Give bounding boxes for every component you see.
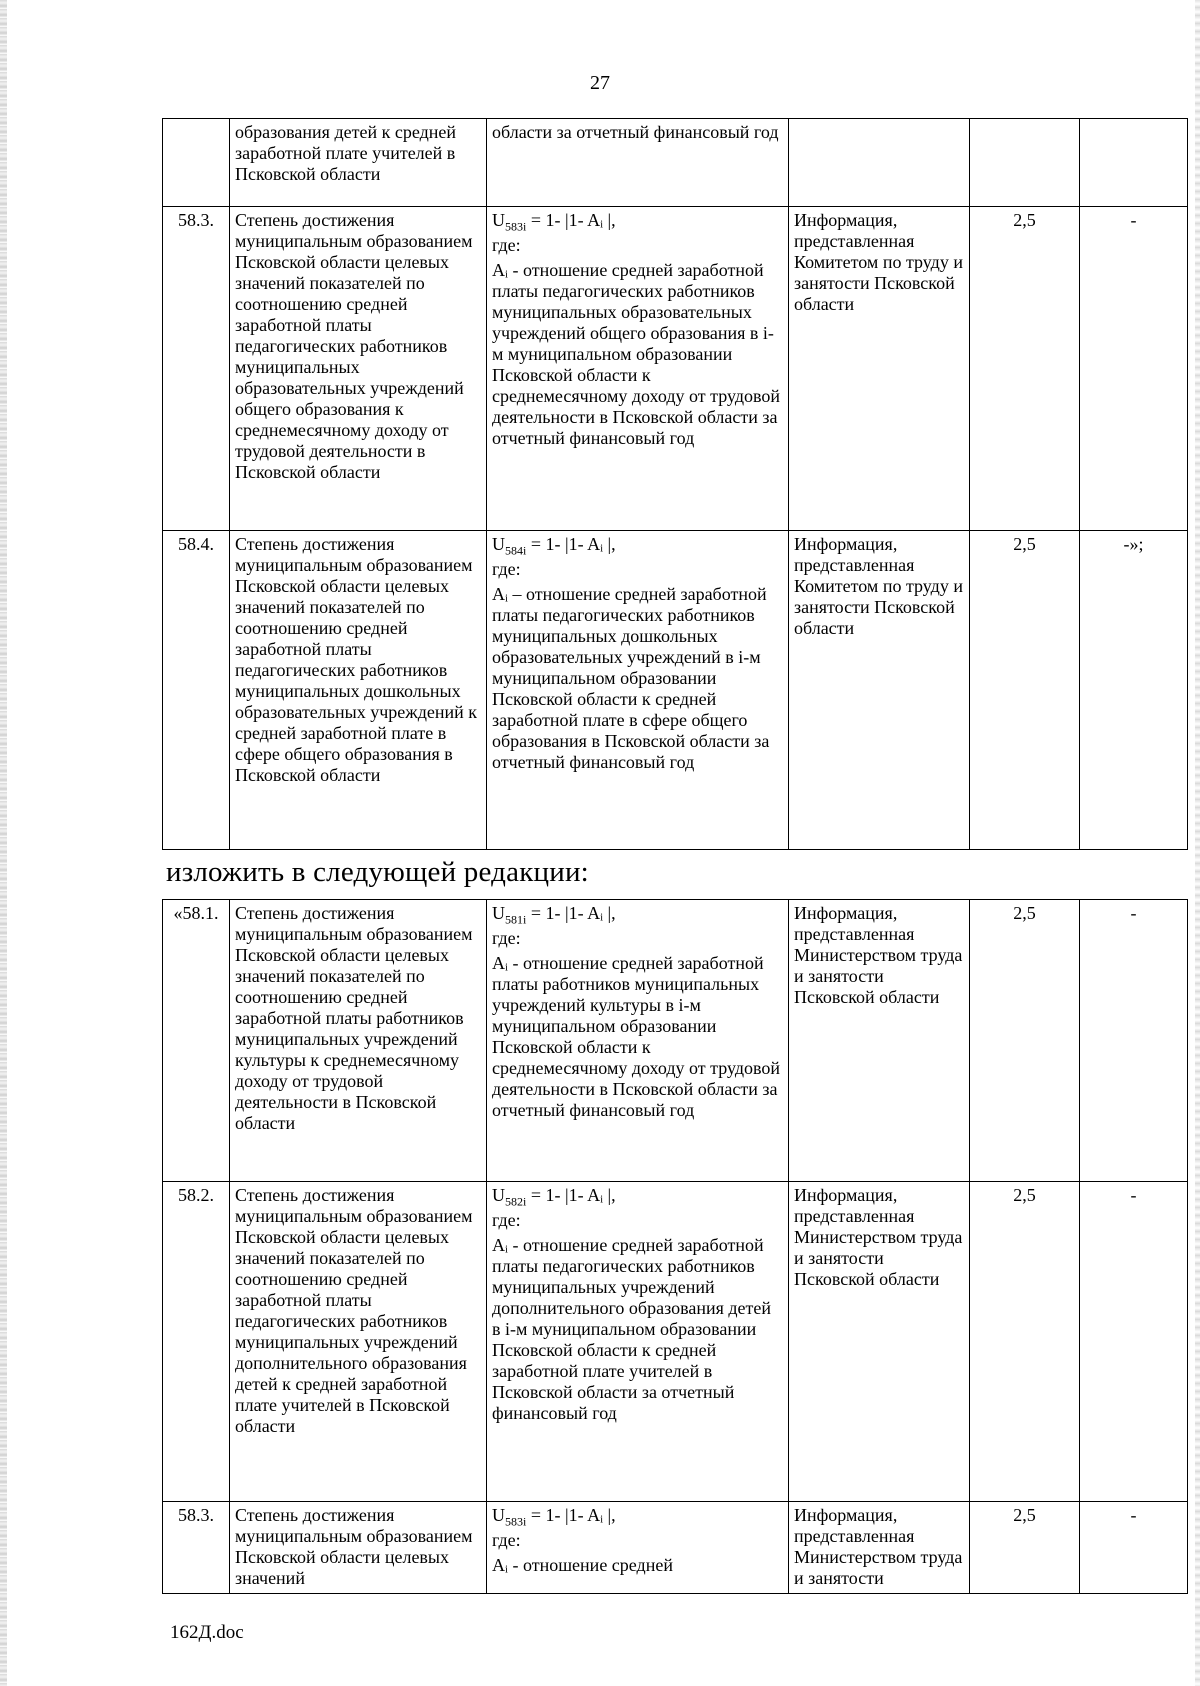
formula-suffix: = 1- |1- Aᵢ |,: [526, 903, 616, 923]
formula-cell: [487, 1502, 789, 1594]
formula-cell: [487, 207, 789, 531]
note-cell: -: [1080, 1182, 1188, 1502]
note-cell: -»;: [1080, 531, 1188, 850]
table-row: [163, 531, 1188, 850]
row-number: 58.4.: [163, 531, 230, 850]
scan-edge-right: [1195, 0, 1200, 1686]
weight-cell: 2,5: [970, 1182, 1080, 1502]
source-cell: Информация, представленная Министерством труда и занятости: [789, 1502, 970, 1594]
formula-subscript: 581i: [505, 912, 527, 927]
note-cell: -: [1080, 1502, 1188, 1594]
row-number: [163, 119, 230, 207]
new-indicators-table: [162, 899, 1188, 1594]
formula-definition: области за отчетный финансовый год: [492, 122, 779, 142]
weight-cell: 2,5: [970, 207, 1080, 531]
table-row: [163, 1502, 1188, 1594]
formula-where: где:: [492, 559, 521, 579]
weight-cell: [970, 119, 1080, 207]
formula-cell: [487, 531, 789, 850]
formula-definition: Aᵢ - отношение средней заработной платы работников муниципальных учреждений культуры в i-м муниципальном образовании Псковской области к среднемесячному доходу от трудовой деятельности в Псковской области за отчетный финансовый год: [492, 953, 781, 1120]
old-indicators-table: [162, 118, 1188, 850]
formula-suffix: = 1- |1- Aᵢ |,: [526, 210, 616, 230]
indicator-name: Степень достижения муниципальным образованием Псковской области целевых значений показателей по соотношению средней заработной платы работников муниципальных учреждений культуры к среднемесячному доходу от трудовой деятельности в Псковской области: [230, 900, 487, 1182]
section-heading: изложить в следующей редакции:: [166, 856, 589, 888]
source-cell: Информация, представленная Министерством труда и занятости Псковской области: [789, 1182, 970, 1502]
formula-suffix: = 1- |1- Aᵢ |,: [526, 534, 616, 554]
indicator-name: Степень достижения муниципальным образованием Псковской области целевых значений: [230, 1502, 487, 1594]
formula-subscript: 583i: [505, 1514, 527, 1529]
formula: [492, 1185, 783, 1209]
formula-cell: [487, 900, 789, 1182]
formula-definition: Aᵢ - отношение средней: [492, 1555, 673, 1575]
formula-prefix: U: [492, 534, 505, 554]
formula-cell: [487, 1182, 789, 1502]
formula-where: где:: [492, 1210, 521, 1230]
indicator-name: Степень достижения муниципальным образованием Псковской области целевых значений показателей по соотношению средней заработной платы педагогических работников муниципальных учреждений дополнительного образования детей к средней заработной плате учителей в Псковской области: [230, 1182, 487, 1502]
indicator-name: Степень достижения муниципальным образованием Псковской области целевых значений показателей по соотношению средней заработной платы педагогических работников муниципальных образовательных учреждений общего образования к среднемесячному доходу от трудовой деятельности в Псковской области: [230, 207, 487, 531]
indicator-name: образования детей к средней заработной плате учителей в Псковской области: [230, 119, 487, 207]
formula-prefix: U: [492, 1185, 505, 1205]
formula-subscript: 582i: [505, 1194, 527, 1209]
formula: [492, 903, 783, 927]
footer-filename: 162Д.doc: [170, 1622, 244, 1643]
weight-cell: 2,5: [970, 531, 1080, 850]
source-cell: Информация, представленная Комитетом по труду и занятости Псковской области: [789, 207, 970, 531]
formula-definition: Aᵢ – отношение средней заработной платы педагогических работников муниципальных дошкольных образовательных учреждений в i-м муниципальном образовании Псковской области к средней заработной плате в сфере общего образования в Псковской области за отчетный финансовый год: [492, 584, 770, 772]
formula-cell: [487, 119, 789, 207]
formula-suffix: = 1- |1- Aᵢ |,: [526, 1185, 616, 1205]
weight-cell: 2,5: [970, 900, 1080, 1182]
note-cell: -: [1080, 900, 1188, 1182]
indicator-name: Степень достижения муниципальным образованием Псковской области целевых значений показателей по соотношению средней заработной платы педагогических работников муниципальных дошкольных образовательных учреждений к средней заработной плате в сфере общего образования в Псковской области: [230, 531, 487, 850]
formula-definition: Aᵢ - отношение средней заработной платы педагогических работников муниципальных учреждений дополнительного образования детей в i-м муниципальном образовании Псковской области к средней заработной плате учителей в Псковской области за отчетный финансовый год: [492, 1235, 771, 1423]
table-row: [163, 1182, 1188, 1502]
formula-subscript: 583i: [505, 219, 527, 234]
source-cell: Информация, представленная Министерством труда и занятости Псковской области: [789, 900, 970, 1182]
formula-subscript: 584i: [505, 543, 527, 558]
page-number: 27: [590, 72, 610, 94]
formula-suffix: = 1- |1- Aᵢ |,: [526, 1505, 616, 1525]
formula-where: где:: [492, 235, 521, 255]
formula-prefix: U: [492, 210, 505, 230]
table-row: [163, 119, 1188, 207]
table-row: [163, 207, 1188, 531]
row-number: 58.3.: [163, 1502, 230, 1594]
formula-definition: Aᵢ - отношение средней заработной платы педагогических работников муниципальных образовательных учреждений общего образования в i-м муниципальном образовании Псковской области к среднемесячному доходу от трудовой деятельности в Псковской области за отчетный финансовый год: [492, 260, 781, 448]
table-row: [163, 900, 1188, 1182]
row-number: «58.1.: [163, 900, 230, 1182]
formula-where: где:: [492, 1530, 521, 1550]
scan-edge-left: [0, 0, 7, 1686]
weight-cell: 2,5: [970, 1502, 1080, 1594]
formula: [492, 1505, 783, 1529]
source-cell: Информация, представленная Комитетом по труду и занятости Псковской области: [789, 531, 970, 850]
row-number: 58.3.: [163, 207, 230, 531]
formula: [492, 534, 783, 558]
row-number: 58.2.: [163, 1182, 230, 1502]
note-cell: -: [1080, 207, 1188, 531]
source-cell: [789, 119, 970, 207]
formula: [492, 210, 783, 234]
formula-where: где:: [492, 928, 521, 948]
formula-prefix: U: [492, 1505, 505, 1525]
note-cell: [1080, 119, 1188, 207]
formula-prefix: U: [492, 903, 505, 923]
